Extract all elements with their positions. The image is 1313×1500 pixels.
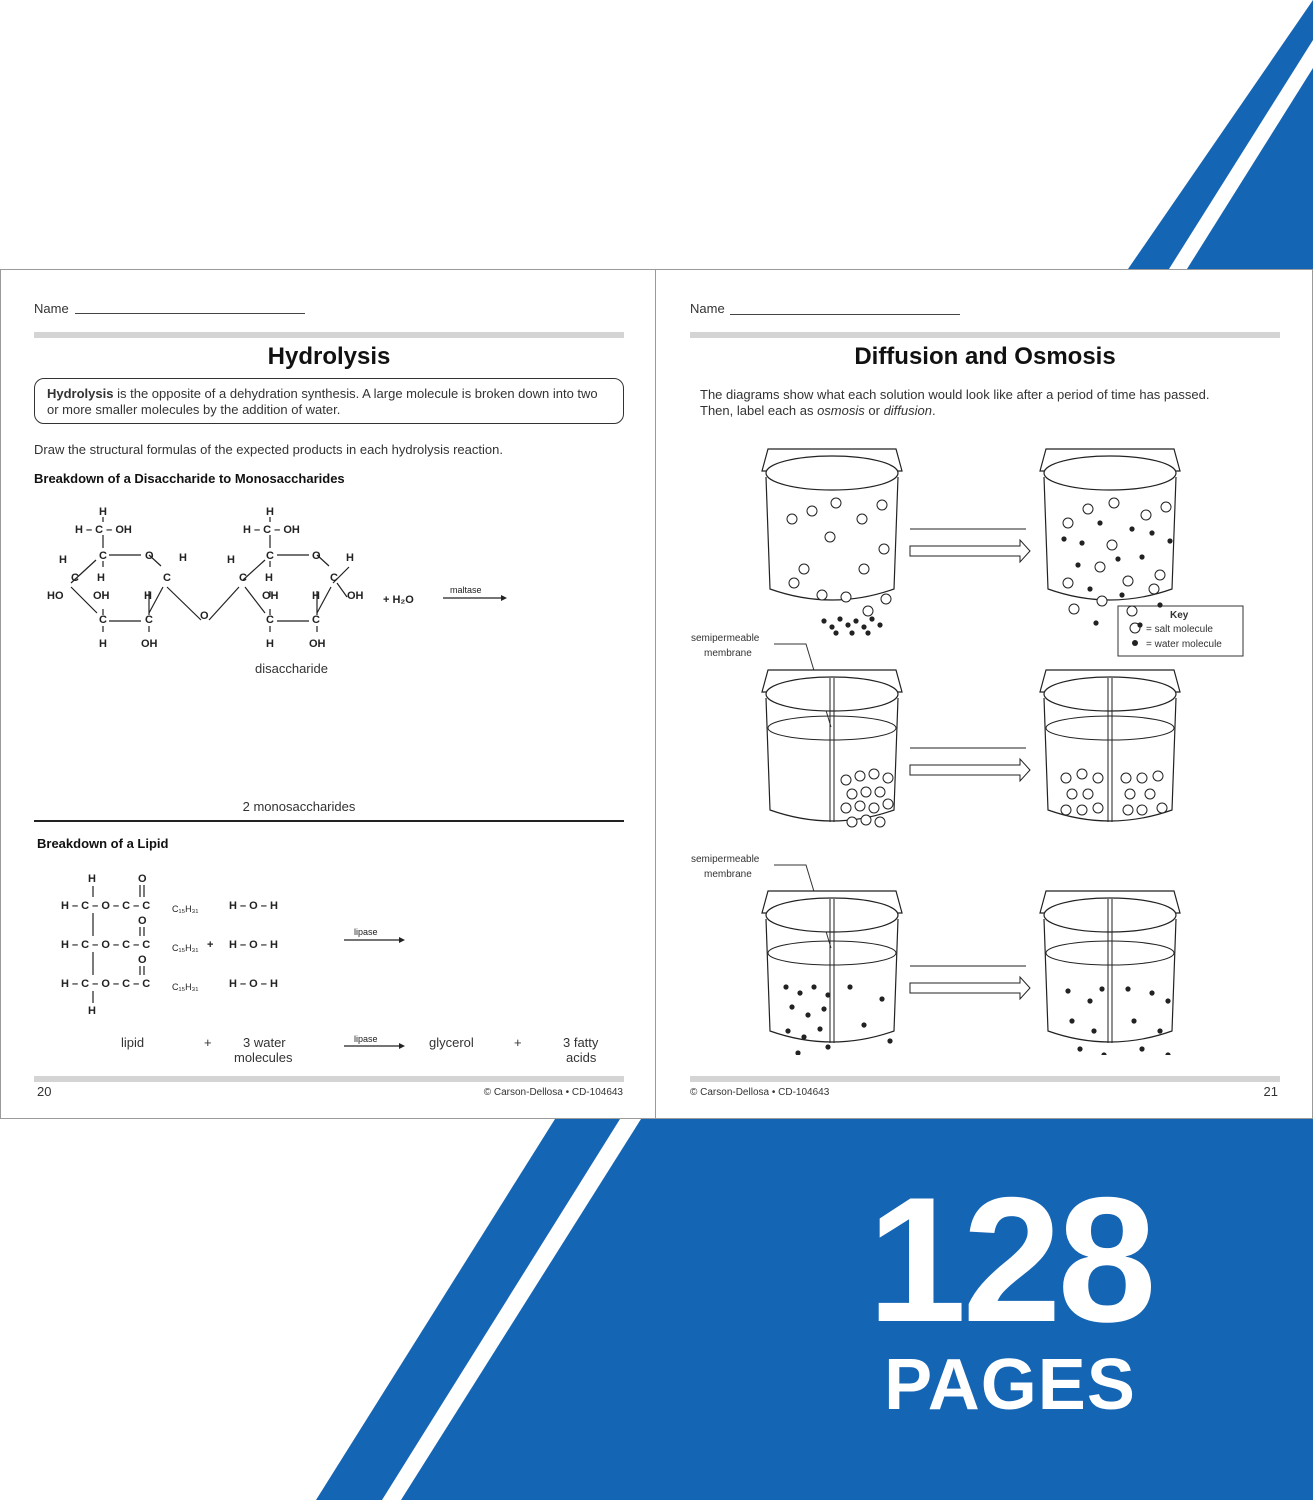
process-arrow bbox=[910, 529, 1030, 562]
svg-text:C₁₅H₃₁: C₁₅H₃₁ bbox=[172, 982, 199, 992]
svg-text:H – C – O – C – C: H – C – O – C – C bbox=[61, 939, 151, 951]
svg-text:H: H bbox=[179, 552, 187, 564]
definition-term: Hydrolysis bbox=[47, 386, 114, 401]
monosaccharides-label: 2 monosaccharides bbox=[242, 799, 356, 814]
eq-acids-1: 3 fatty bbox=[563, 1035, 599, 1050]
svg-text:C: C bbox=[99, 550, 107, 562]
svg-text:H – C – OH: H – C – OH bbox=[75, 524, 132, 536]
svg-text:O: O bbox=[145, 550, 154, 562]
svg-text:OH: OH bbox=[93, 590, 110, 602]
process-arrow bbox=[910, 748, 1030, 781]
name-label: Name bbox=[690, 301, 725, 316]
svg-text:H: H bbox=[144, 590, 152, 602]
enzyme-label-maltase: maltase bbox=[450, 585, 482, 595]
eq-acids-2: acids bbox=[566, 1050, 597, 1065]
lipid-diagram bbox=[41, 865, 621, 1075]
eq-water-1: 3 water bbox=[243, 1035, 286, 1050]
svg-text:C: C bbox=[266, 614, 274, 626]
footer-rule bbox=[34, 1076, 624, 1082]
svg-text:C: C bbox=[312, 614, 320, 626]
svg-text:C₁₅H₃₁: C₁₅H₃₁ bbox=[172, 904, 199, 914]
svg-text:H – C – OH: H – C – OH bbox=[243, 524, 300, 536]
page-title: Diffusion and Osmosis bbox=[854, 343, 1116, 370]
header-rule bbox=[34, 332, 624, 338]
copyright-footer: © Carson-Dellosa • CD-104643 bbox=[690, 1087, 830, 1098]
svg-text:OH: OH bbox=[262, 590, 279, 602]
membrane-label-1a: semipermeable bbox=[691, 633, 760, 644]
beaker-3-before bbox=[762, 891, 902, 1055]
svg-text:C: C bbox=[239, 572, 247, 584]
svg-text:H – O – H: H – O – H bbox=[229, 900, 278, 912]
instruction-line-1: The diagrams show what each solution would look like after a period of time has passed. bbox=[700, 387, 1210, 402]
water-molecules bbox=[229, 900, 278, 990]
svg-text:O: O bbox=[200, 610, 209, 622]
page-count-number: 128 bbox=[867, 1160, 1153, 1359]
svg-text:OH: OH bbox=[347, 590, 364, 602]
instruction-line-2: Then, label each as osmosis or diffusion. bbox=[700, 403, 936, 418]
enzyme-label-lipase: lipase bbox=[354, 927, 378, 937]
name-line bbox=[75, 299, 305, 314]
svg-text:H: H bbox=[346, 552, 354, 564]
beaker-1-after bbox=[1040, 449, 1180, 628]
key-water: = water molecule bbox=[1146, 639, 1222, 650]
eq-lipid: lipid bbox=[121, 1035, 145, 1050]
page-title: Hydrolysis bbox=[267, 343, 391, 370]
beaker-diagrams bbox=[656, 435, 1312, 1055]
svg-text:H: H bbox=[99, 638, 107, 650]
instruction-text: Draw the structural formulas of the expected products in each hydrolysis reaction. bbox=[34, 442, 503, 457]
svg-text:H: H bbox=[59, 554, 67, 566]
svg-text:H – C – O – C – C: H – C – O – C – C bbox=[61, 978, 151, 990]
page-number: 21 bbox=[1263, 1084, 1278, 1099]
svg-text:H: H bbox=[99, 506, 107, 518]
disaccharide-diagram bbox=[41, 495, 521, 685]
beaker-2-before bbox=[762, 670, 902, 827]
section-heading-disaccharide: Breakdown of a Disaccharide to Monosaccharides bbox=[34, 471, 345, 486]
svg-text:H: H bbox=[88, 1005, 96, 1017]
name-line bbox=[730, 300, 960, 315]
svg-text:H: H bbox=[266, 638, 274, 650]
svg-text:H: H bbox=[97, 572, 105, 584]
svg-text:OH: OH bbox=[309, 638, 326, 650]
key-salt: = salt molecule bbox=[1146, 624, 1213, 635]
beaker-1-before bbox=[762, 449, 902, 636]
enzyme-label-lipase-eq: lipase bbox=[354, 1034, 378, 1044]
svg-text:O: O bbox=[138, 873, 147, 885]
svg-text:H – O – H: H – O – H bbox=[229, 939, 278, 951]
eq-plus-2: + bbox=[514, 1035, 522, 1050]
svg-text:C: C bbox=[71, 572, 79, 584]
svg-text:H: H bbox=[227, 554, 235, 566]
svg-text:H – O – H: H – O – H bbox=[229, 978, 278, 990]
definition-box bbox=[34, 378, 624, 424]
section-heading-lipid: Breakdown of a Lipid bbox=[37, 836, 169, 851]
eq-water-2: molecules bbox=[234, 1050, 293, 1065]
disaccharide-label: disaccharide bbox=[255, 661, 328, 676]
beaker-3-after bbox=[1040, 891, 1180, 1055]
svg-text:OH: OH bbox=[141, 638, 158, 650]
svg-text:C: C bbox=[330, 572, 338, 584]
svg-text:C: C bbox=[163, 572, 171, 584]
membrane-label-2a: semipermeable bbox=[691, 854, 760, 865]
svg-text:HO: HO bbox=[47, 590, 64, 602]
svg-text:H: H bbox=[266, 506, 274, 518]
eq-plus-1: + bbox=[204, 1035, 212, 1050]
workbook-page-right bbox=[655, 269, 1313, 1119]
definition-text: is the opposite of a dehydration synthesis. A large molecule is broken down into two or more smaller molecules by the addition of water. bbox=[47, 386, 598, 417]
name-label: Name bbox=[34, 301, 69, 316]
svg-text:C: C bbox=[99, 614, 107, 626]
water-reactant: + H₂O bbox=[383, 594, 414, 606]
eq-glycerol: glycerol bbox=[429, 1035, 474, 1050]
svg-text:+: + bbox=[207, 939, 214, 951]
svg-text:H: H bbox=[88, 873, 96, 885]
header-rule bbox=[690, 332, 1280, 338]
page-count-word: PAGES bbox=[884, 1345, 1136, 1425]
membrane-label-1b: membrane bbox=[704, 648, 752, 659]
workbook-page-left bbox=[0, 269, 656, 1119]
key-title: Key bbox=[1170, 610, 1189, 621]
instruction-text bbox=[700, 387, 1300, 419]
svg-text:H: H bbox=[265, 572, 273, 584]
svg-text:C: C bbox=[266, 550, 274, 562]
svg-text:C: C bbox=[145, 614, 153, 626]
copyright-footer: © Carson-Dellosa • CD-104643 bbox=[483, 1087, 623, 1098]
svg-text:H – C – O – C – C: H – C – O – C – C bbox=[61, 900, 151, 912]
page-number: 20 bbox=[37, 1084, 52, 1099]
footer-rule bbox=[690, 1076, 1280, 1082]
svg-text:H: H bbox=[312, 590, 320, 602]
svg-text:O: O bbox=[138, 954, 147, 966]
process-arrow bbox=[910, 966, 1030, 999]
section-divider bbox=[34, 820, 624, 822]
svg-text:O: O bbox=[138, 915, 147, 927]
membrane-label-2b: membrane bbox=[704, 869, 752, 880]
svg-text:O: O bbox=[312, 550, 321, 562]
svg-text:C₁₅H₃₁: C₁₅H₃₁ bbox=[172, 943, 199, 953]
beaker-2-after bbox=[1040, 670, 1180, 822]
